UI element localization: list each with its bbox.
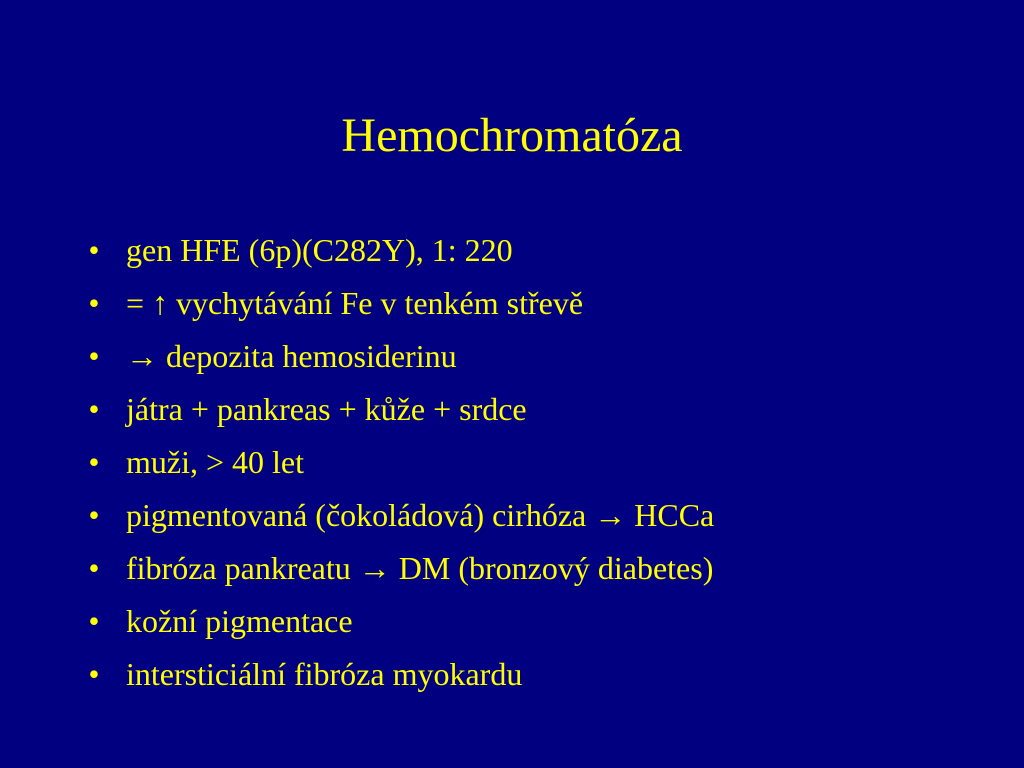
bullet-item [84,330,984,383]
bullet-item [84,224,984,277]
bullet-icon: • [88,285,100,321]
bullet-icon: • [88,497,100,533]
bullet-item [84,277,984,330]
bullet-item [84,383,984,436]
bullet-text: gen HFE (6p)(C282Y), 1: 220 [126,232,513,268]
bullet-icon: • [88,550,100,586]
bullet-icon: • [88,338,100,374]
bullet-item [84,436,984,489]
bullet-item [84,648,984,701]
bullet-text: pigmentovaná (čokoládová) cirhóza → HCCa [126,497,715,533]
bullet-text: játra + pankreas + kůže + srdce [126,391,527,427]
bullet-icon: • [88,232,100,268]
bullet-icon: • [88,444,100,480]
bullet-icon: • [88,603,100,639]
bullet-text: fibróza pankreatu → DM (bronzový diabetes) [126,550,714,586]
bullet-text: muži, > 40 let [126,444,305,480]
bullet-item [84,595,984,648]
bullet-text: kožní pigmentace [126,603,353,639]
bullet-icon: • [88,391,100,427]
bullet-item [84,489,984,542]
bullet-icon: • [88,656,100,692]
bullet-text: → depozita hemosiderinu [126,338,457,374]
slide-title: Hemochromatóza [341,109,683,162]
bullet-text: intersticiální fibróza myokardu [126,656,523,692]
bullet-text: = ↑ vychytávání Fe v tenkém střevě [126,285,584,321]
bullet-list [84,224,984,701]
bullet-item [84,542,984,595]
